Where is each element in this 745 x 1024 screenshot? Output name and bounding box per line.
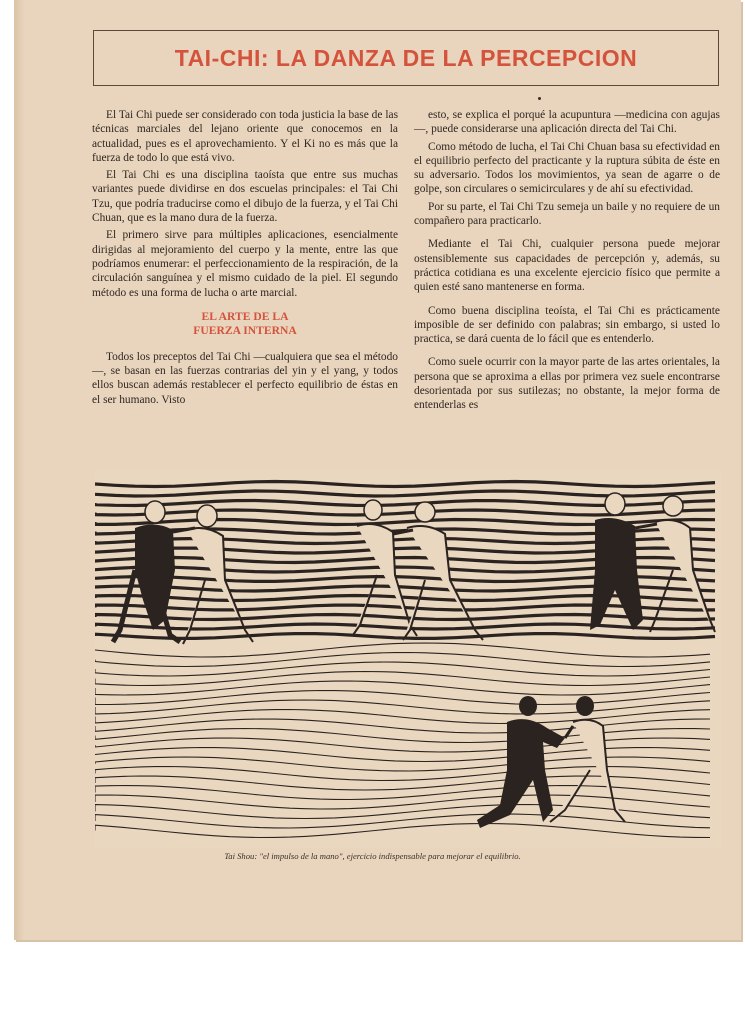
paragraph: esto, se explica el porqué la acupuntura —medicina con agujas—, puede considerarse una aplicación directa del Tai Chi. [414,109,720,136]
ink-dot [538,97,541,100]
subheading-line: EL ARTE DE LA [201,309,289,323]
subheading [92,310,398,338]
paragraph: Como suele ocurrir con la mayor parte de las artes orientales, la persona que se aproxima a ellas por primera vez suele encontrarse desorientada por sus sutilezas; no obstante, la mejor forma de entenderlas es [414,356,720,412]
tai-chi-practitioners-illustration [95,470,721,848]
paragraph: Mediante el Tai Chi, cualquier persona puede mejorar ostensiblemente sus capacidades de percepción y, además, su práctica cotidiana es una excelente ejercicio físico que permite a quien esté sano mantenerse en forma. [414,238,720,294]
paragraph: El primero sirve para múltiples aplicaciones, esencialmente dirigidas al mejoramiento del cuerpo y la mente, entre las que podríamos enumerar: el perfeccionamiento de la respiración, de la circulación sanguínea y el mismo cuidado de la piel. El segundo método es una forma de lucha o arte marcial. [92,229,398,299]
right-column [414,108,720,416]
illustration-caption: Tai Shou: "el impulso de la mano", ejercicio indispensable para mejorar el equilibrio. [224,851,521,861]
left-column [92,108,398,410]
paragraph: Todos los preceptos del Tai Chi —cualquiera que sea el método—, se basan en las fuerzas contrarias del yin y el yang, y todos ellos buscan además restablecer el perfecto equilibrio de éstas en el ser humano. Visto [92,350,398,406]
paragraph: Como método de lucha, el Tai Chi Chuan basa su efectividad en el equilibrio perfecto del practicante y la ruptura súbita de éste en su adversario. Todos los movimientos, ya sean de agarre o de golpe, son circulares o semicirculares y de ahí su efectividad. [414,140,720,196]
title-box [93,30,719,86]
paragraph: Por su parte, el Tai Chi Tzu semeja un baile y no requiere de un compañero para practicarlo. [414,200,720,228]
paragraph: Como buena disciplina teoísta, el Tai Chi es prácticamente imposible de ser definido con palabras; sin embargo, si usted lo practica, se dará cuenta de lo fácil que es entenderlo. [414,304,720,346]
subheading-line: FUERZA INTERNA [193,323,297,337]
page-title: TAI-CHI: LA DANZA DE LA PERCEPCION [174,44,638,71]
page-edge [14,0,24,940]
paragraph: El Tai Chi es una disciplina taoísta que entre sus muchas variantes puede dividirse en dos escuelas principales: el Tai Chi Tzu, que podría traducirse como el dibujo de la fuerza, y el Tai Chi Chuan, que es la mano dura de la fuerza. [92,169,398,225]
paragraph: El Tai Chi puede ser considerado con toda justicia la base de las técnicas marciales del lejano oriente que conocemos en la actualidad, pues es el aprovechamiento. Y el Ki no es más que la fuerza de todo lo que está vivo. [92,109,398,164]
